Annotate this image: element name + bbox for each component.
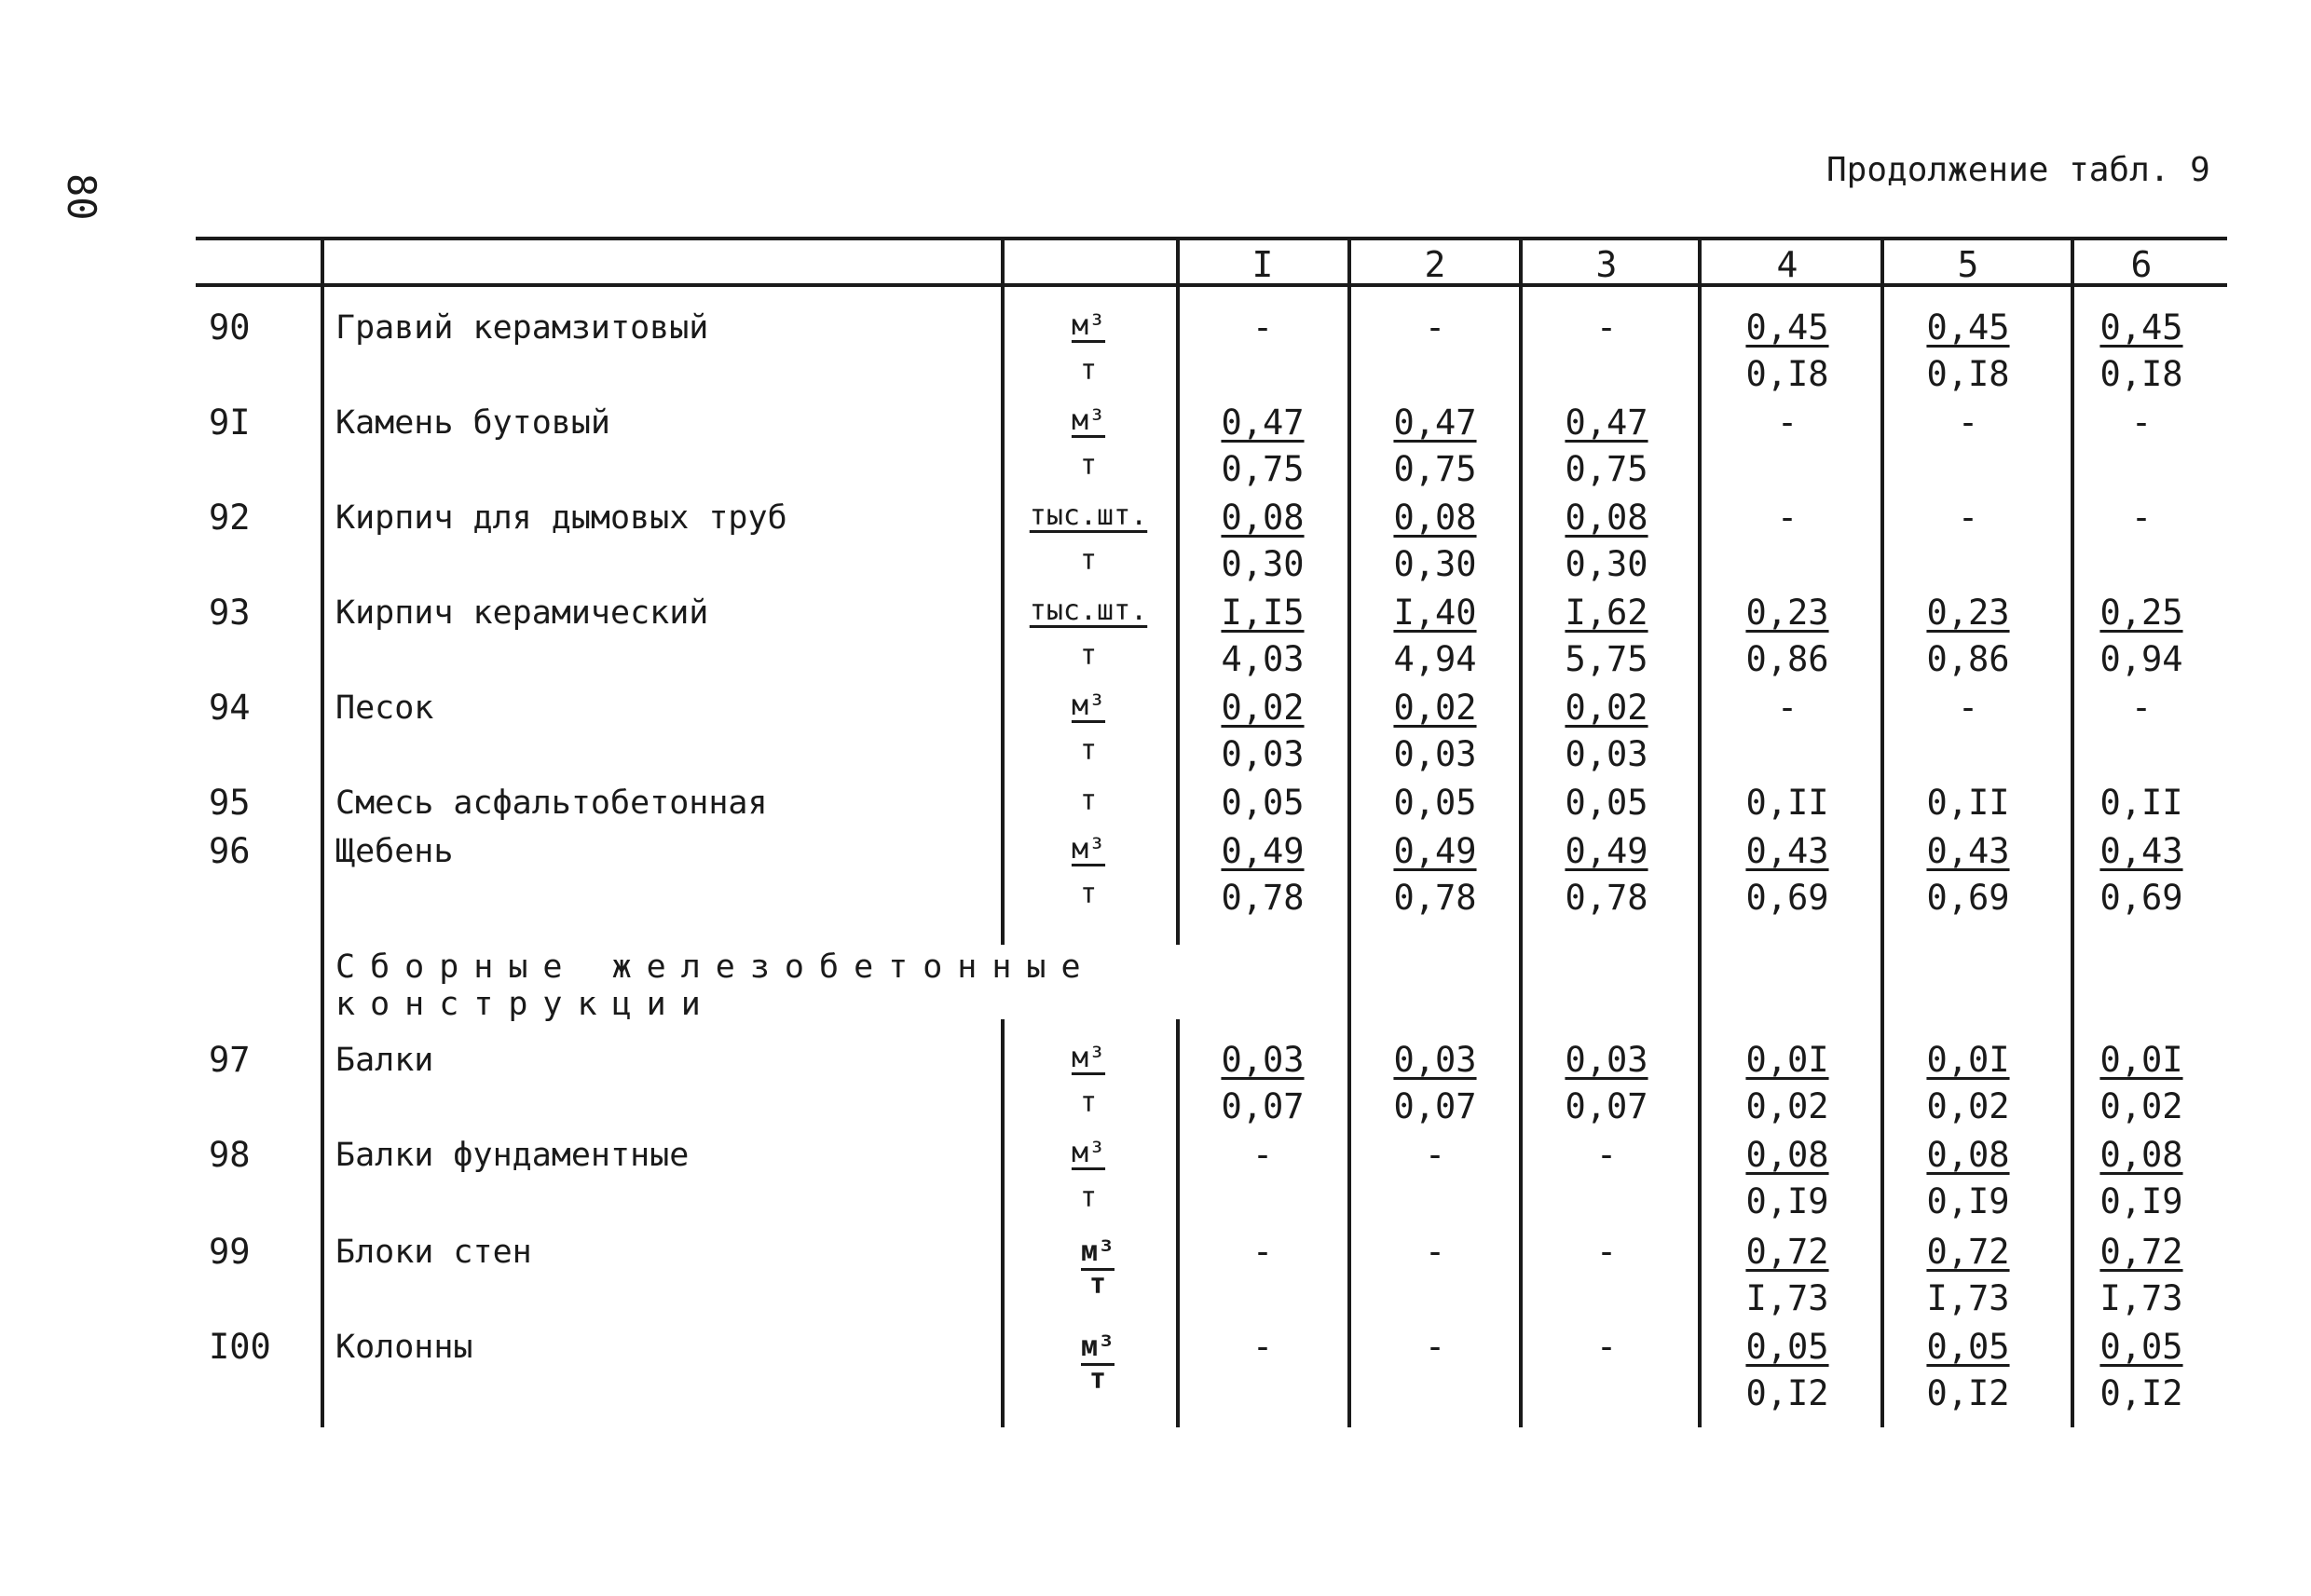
value-bottom: 0,75	[1565, 449, 1648, 489]
value-top: -	[1251, 1327, 1274, 1367]
material-name: Балки фундаментные	[335, 1137, 690, 1174]
value-bottom: 0,I2	[1745, 1373, 1829, 1413]
unit-bottom: т	[1079, 544, 1098, 577]
value-top: 0,72	[1745, 1232, 1829, 1272]
material-name: Колонны	[335, 1329, 473, 1366]
value-bottom: 0,03	[1565, 734, 1648, 774]
row-number: 92	[209, 498, 251, 538]
value-bottom: 0,69	[1926, 878, 2010, 918]
unit-bottom: т	[1079, 449, 1098, 482]
value-bottom: 0,I9	[2099, 1181, 2183, 1221]
value-bottom: 0,78	[1565, 878, 1648, 918]
value-top: 0,23	[1926, 593, 2010, 633]
unit-top: м³	[1071, 309, 1106, 342]
value-top: 0,45	[1926, 307, 2010, 348]
value-bottom: 0,03	[1393, 734, 1477, 774]
value-top: -	[1776, 402, 1798, 443]
row-number: 93	[209, 593, 251, 633]
value-top: -	[1251, 1135, 1274, 1175]
unit-top: тыс.шт.	[1029, 594, 1148, 627]
value-top: -	[1957, 498, 1979, 538]
row-number: 98	[209, 1135, 251, 1175]
row-number: 9I	[209, 402, 251, 443]
column-divider	[1698, 237, 1702, 1427]
unit-bottom: т	[1079, 354, 1098, 387]
value-bottom: 0,78	[1221, 878, 1305, 918]
material-name: Гравий керамзитовый	[335, 309, 709, 347]
table-caption: Продолжение табл. 9	[1826, 151, 2210, 189]
unit-fraction: $\frac{\text{м³}}{т}$	[1080, 1330, 1115, 1396]
value-top: 0,45	[1745, 307, 1829, 348]
value-top: -	[1424, 1232, 1446, 1272]
unit-fraction: $\frac{\text{м³}}{т}$	[1080, 1235, 1115, 1301]
column-divider	[1347, 237, 1351, 1427]
value-top: 0,02	[1393, 688, 1477, 728]
value-top: I,62	[1565, 593, 1648, 633]
column-divider	[321, 237, 324, 1427]
value-top: 0,47	[1221, 402, 1305, 443]
unit-bottom: т	[1079, 734, 1098, 767]
value-bottom: 0,86	[1926, 639, 2010, 679]
value-bottom: 0,I8	[2099, 354, 2183, 394]
value-bottom: 0,I2	[2099, 1373, 2183, 1413]
value-bottom: 4,03	[1221, 639, 1305, 679]
value-bottom: 0,07	[1565, 1086, 1648, 1126]
value-top: 0,08	[1565, 498, 1648, 538]
value-top: 0,II	[2099, 783, 2183, 823]
value-top: 0,08	[2099, 1135, 2183, 1175]
value-top: I,I5	[1221, 593, 1305, 633]
material-name: Кирпич для дымовых труб	[335, 499, 787, 537]
value-bottom: 0,03	[1221, 734, 1305, 774]
value-bottom: I,73	[2099, 1278, 2183, 1318]
row-number: I00	[209, 1327, 271, 1367]
value-top: 0,47	[1393, 402, 1477, 443]
column-divider	[1519, 237, 1523, 1427]
section-gap-mask	[1174, 945, 1183, 1019]
value-bottom: 0,75	[1221, 449, 1305, 489]
value-top: -	[1424, 1135, 1446, 1175]
value-top: 0,02	[1221, 688, 1305, 728]
unit-top: т	[1079, 784, 1098, 817]
value-top: 0,43	[1745, 831, 1829, 871]
value-bottom: I,73	[1745, 1278, 1829, 1318]
value-top: 0,02	[1565, 688, 1648, 728]
value-top: -	[1776, 688, 1798, 728]
row-number: 96	[209, 831, 251, 871]
value-top: 0,72	[1926, 1232, 2010, 1272]
unit-bottom: т	[1079, 1181, 1098, 1214]
unit-bottom: т	[1079, 639, 1098, 672]
value-top: 0,49	[1221, 831, 1305, 871]
column-header: 3	[1595, 244, 1618, 285]
row-number: 90	[209, 307, 251, 348]
value-top: -	[1251, 1232, 1274, 1272]
value-bottom: 0,86	[1745, 639, 1829, 679]
value-top: 0,08	[1221, 498, 1305, 538]
value-bottom: 0,07	[1221, 1086, 1305, 1126]
material-name: Блоки стен	[335, 1234, 532, 1271]
value-bottom: 0,30	[1393, 544, 1477, 584]
value-top: 0,0I	[2099, 1040, 2183, 1080]
column-header: I	[1251, 244, 1274, 285]
value-top: 0,43	[2099, 831, 2183, 871]
value-top: 0,05	[1926, 1327, 2010, 1367]
value-top: 0,05	[1565, 783, 1648, 823]
value-bottom: 0,I9	[1745, 1181, 1829, 1221]
material-name: Песок	[335, 689, 434, 727]
value-bottom: 0,75	[1393, 449, 1477, 489]
unit-bottom: т	[1079, 878, 1098, 910]
material-name: Балки	[335, 1042, 434, 1079]
value-top: 0,05	[2099, 1327, 2183, 1367]
value-bottom: 0,30	[1565, 544, 1648, 584]
material-name: Кирпич керамический	[335, 594, 709, 632]
row-number: 95	[209, 783, 251, 823]
value-top: I,40	[1393, 593, 1477, 633]
value-top: 0,03	[1393, 1040, 1477, 1080]
value-bottom: I,73	[1926, 1278, 2010, 1318]
value-top: 0,43	[1926, 831, 2010, 871]
column-header: 2	[1424, 244, 1446, 285]
value-top: -	[1957, 688, 1979, 728]
row-number: 97	[209, 1040, 251, 1080]
material-name: Камень бутовый	[335, 404, 611, 442]
value-top: 0,08	[1745, 1135, 1829, 1175]
page-number: 80	[59, 173, 104, 221]
column-divider	[1001, 237, 1005, 1427]
value-bottom: 0,I8	[1926, 354, 2010, 394]
value-top: -	[1595, 1327, 1618, 1367]
unit-top: тыс.шт.	[1029, 499, 1148, 532]
section-title-line-2: конструкции	[335, 986, 716, 1023]
value-top: -	[2130, 688, 2153, 728]
value-bottom: 0,I9	[1926, 1181, 2010, 1221]
value-bottom: 0,02	[1926, 1086, 2010, 1126]
section-title-line-1: Сборные железобетонные	[335, 948, 1096, 986]
column-header: 4	[1776, 244, 1798, 285]
value-bottom: 0,69	[2099, 878, 2183, 918]
value-top: 0,05	[1221, 783, 1305, 823]
column-divider	[1880, 237, 1884, 1427]
unit-bottom: т	[1079, 1086, 1098, 1119]
value-top: 0,08	[1393, 498, 1477, 538]
value-top: 0,49	[1565, 831, 1648, 871]
value-top: 0,II	[1745, 783, 1829, 823]
value-top: 0,0I	[1926, 1040, 2010, 1080]
value-top: 0,08	[1926, 1135, 2010, 1175]
value-top: -	[2130, 498, 2153, 538]
value-bottom: 0,30	[1221, 544, 1305, 584]
value-bottom: 0,02	[1745, 1086, 1829, 1126]
value-top: -	[1595, 1232, 1618, 1272]
value-top: -	[1595, 307, 1618, 348]
value-top: 0,49	[1393, 831, 1477, 871]
value-bottom: 0,07	[1393, 1086, 1477, 1126]
value-top: 0,II	[1926, 783, 2010, 823]
value-top: 0,0I	[1745, 1040, 1829, 1080]
value-bottom: 0,94	[2099, 639, 2183, 679]
table-top-rule	[196, 237, 2227, 240]
value-bottom: 0,69	[1745, 878, 1829, 918]
value-top: -	[1776, 498, 1798, 538]
material-name: Смесь асфальтобетонная	[335, 784, 768, 822]
unit-top: м³	[1071, 833, 1106, 866]
unit-top: м³	[1071, 1042, 1106, 1074]
unit-top: м³	[1071, 1137, 1106, 1169]
value-bottom: 4,94	[1393, 639, 1477, 679]
value-top: -	[1251, 307, 1274, 348]
value-top: -	[1424, 1327, 1446, 1367]
unit-top: м³	[1071, 404, 1106, 437]
value-bottom: 5,75	[1565, 639, 1648, 679]
value-top: 0,23	[1745, 593, 1829, 633]
value-bottom: 0,78	[1393, 878, 1477, 918]
value-bottom: 0,I2	[1926, 1373, 2010, 1413]
unit-top: м³	[1071, 689, 1106, 722]
value-top: 0,47	[1565, 402, 1648, 443]
value-top: -	[2130, 402, 2153, 443]
value-top: 0,03	[1565, 1040, 1648, 1080]
value-bottom: 0,I8	[1745, 354, 1829, 394]
row-number: 94	[209, 688, 251, 728]
value-top: 0,72	[2099, 1232, 2183, 1272]
column-header: 5	[1957, 244, 1979, 285]
row-number: 99	[209, 1232, 251, 1272]
value-top: -	[1595, 1135, 1618, 1175]
material-name: Щебень	[335, 833, 454, 870]
value-top: 0,05	[1393, 783, 1477, 823]
value-top: 0,25	[2099, 593, 2183, 633]
value-top: 0,05	[1745, 1327, 1829, 1367]
value-top: -	[1957, 402, 1979, 443]
value-top: -	[1424, 307, 1446, 348]
value-bottom: 0,02	[2099, 1086, 2183, 1126]
value-top: 0,45	[2099, 307, 2183, 348]
value-top: 0,03	[1221, 1040, 1305, 1080]
column-header: 6	[2130, 244, 2153, 285]
column-divider	[1176, 237, 1180, 1427]
